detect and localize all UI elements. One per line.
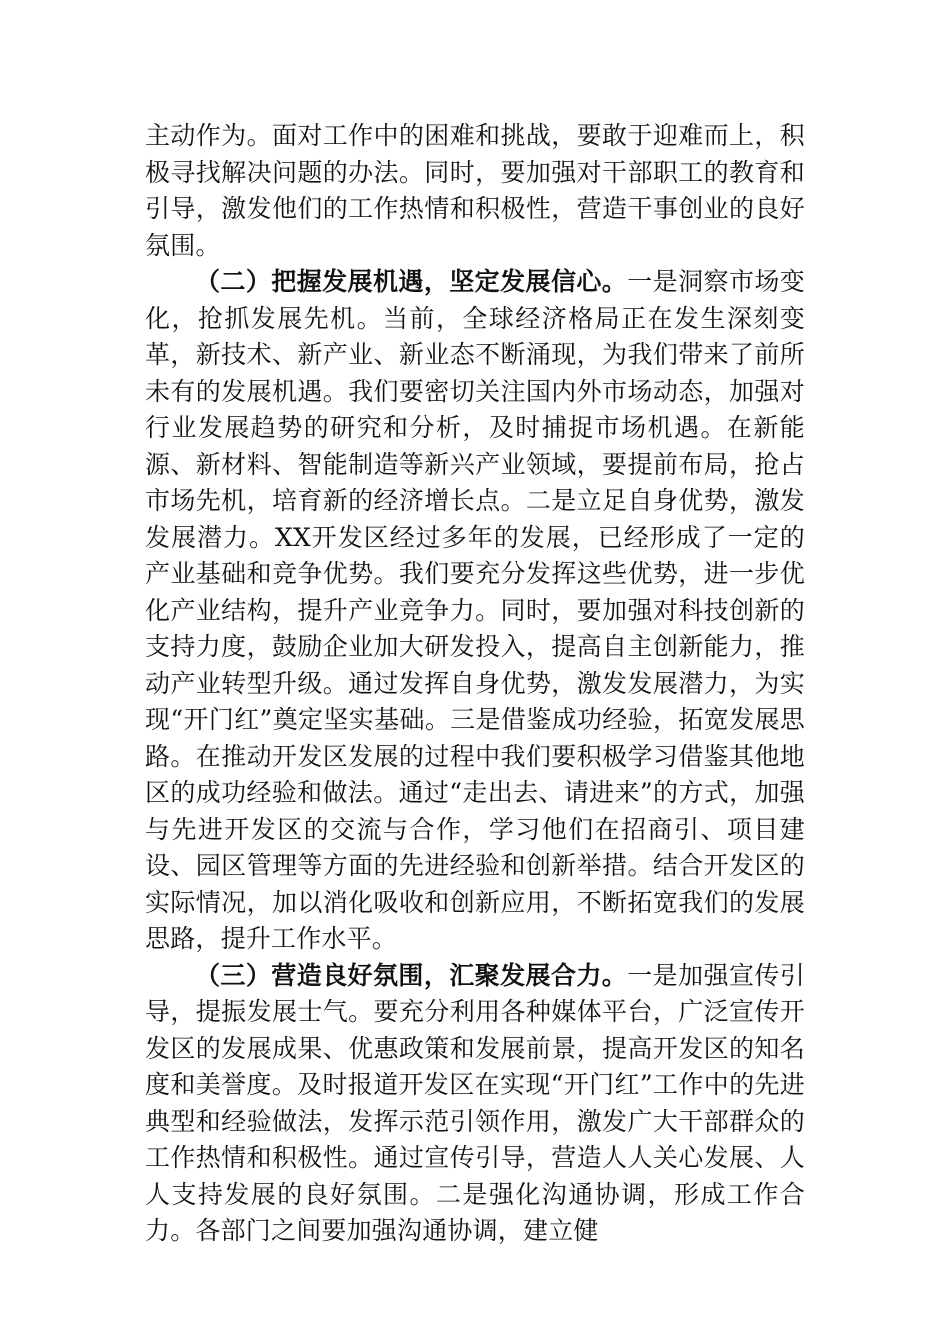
paragraph-section-2 bbox=[145, 264, 805, 958]
paragraph-body: 主动作为。面对工作中的困难和挑战，要敢于迎难而上，积极寻找解决问题的办法。同时，要加强对干部职工的教育和引导，激发他们的工作热情和积极性，营造干事创业的良好氛围。 bbox=[145, 121, 805, 260]
section-heading: （二）把握发展机遇，坚定发展信心。 bbox=[195, 267, 628, 296]
document-body bbox=[145, 118, 805, 1250]
paragraph-body: 一是加强宣传引导，提振发展士气。要充分利用各种媒体平台，广泛宣传开发区的发展成果、优惠政策和发展前景，提高开发区的知名度和美誉度。及时报道开发区在实现“开门红”工作中的先进典型和经验做法，发挥示范引领作用，激发广大干部群众的工作热情和积极性。通过宣传引导，营造人人关心发展、人人支持发展的良好氛围。二是强化沟通协调，形成工作合力。各部门之间要加强沟通协调，建立健 bbox=[145, 960, 806, 1245]
section-heading: （三）营造良好氛围，汇聚发展合力。 bbox=[195, 960, 628, 990]
paragraph-body: 一是洞察市场变化，抢抓发展先机。当前，全球经济格局正在发生深刻变革，新技术、新产业、新业态不断涌现，为我们带来了前所未有的发展机遇。我们要密切关注国内外市场动态，加强对行业发展趋势的研究和分析，及时捕捉市场机遇。在新能源、新材料、智能制造等新兴产业领域，要提前布局，抢占市场先机，培育新的经济增长点。二是立足自身优势，激发发展潜力。XX开发区经过多年的发展，已经形成了一定的产业基础和竞争优势。我们要充分发挥这些优势，进一步优化产业结构，提升产业竞争力。同时，要加强对科技创新的支持力度，鼓励企业加大研发投入，提高自主创新能力，推动产业转型升级。通过发挥自身优势，激发发展潜力，为实现“开门红”奠定坚实基础。三是借鉴成功经验，拓宽发展思路。在推动开发区发展的过程中我们要积极学习借鉴其他地区的成功经验和做法。通过“走出去、请进来”的方式，加强与先进开发区的交流与合作，学习他们在招商引、项目建设、园区管理等方面的先进经验和创新举措。结合开发区的实际情况，加以消化吸收和创新应用，不断拓宽我们的发展思路，提升工作水平。 bbox=[145, 267, 806, 953]
paragraph-section-3 bbox=[145, 958, 805, 1250]
paragraph-continuation bbox=[145, 118, 805, 264]
